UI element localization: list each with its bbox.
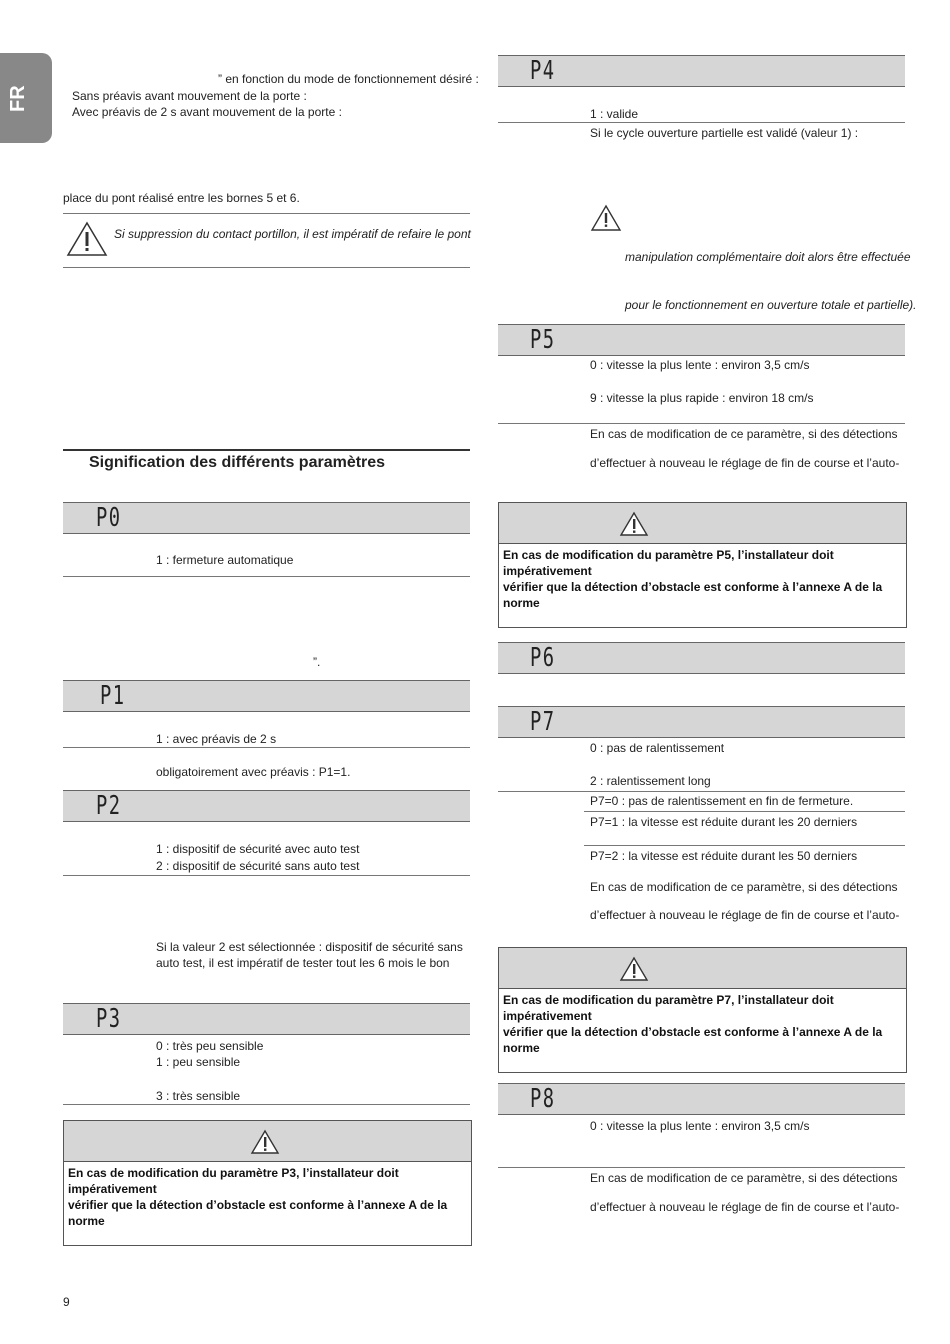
warning-icon: [619, 956, 649, 982]
p7-line-2: 2 : ralentissement long: [590, 774, 711, 788]
p7-line-4: P7=1 : la vitesse est réduite durant les 20 derniers: [590, 815, 858, 829]
divider: [63, 747, 470, 748]
warning-line-1: En cas de modification du paramètre P7, l’installateur doit impérativement: [503, 993, 834, 1023]
bridge-text: place du pont réalisé entre les bornes 5 et 6.: [63, 191, 300, 205]
warning-icon: [250, 1129, 280, 1155]
warning-box-p3: [63, 1120, 472, 1246]
warning-box-header: [499, 503, 906, 544]
divider: [63, 213, 470, 214]
p4-line-1: 1 : valide: [590, 107, 639, 121]
divider: [584, 845, 905, 846]
p7-line-1: 0 : pas de ralentissement: [590, 741, 725, 755]
warning-line-2: vérifier que la détection d’obstacle est conforme à l’annexe A de la norme: [503, 580, 883, 610]
param-code-p3: P3: [96, 1004, 122, 1034]
intro-line-2: Sans préavis avant mouvement de la porte :: [72, 89, 307, 103]
p5-line-2: 9 : vitesse la plus rapide : environ 18 cm/s: [590, 391, 814, 405]
section-title: Signification des différents paramètres: [89, 454, 386, 471]
param-band-p2: [63, 790, 470, 822]
p1-line-2: obligatoirement avec préavis : P1=1.: [156, 765, 351, 779]
p2-line-1: 1 : dispositif de sécurité avec auto test: [156, 842, 360, 856]
p3-line-2: 1 : peu sensible: [156, 1055, 241, 1069]
p1-line-1: 1 : avec préavis de 2 s: [156, 732, 277, 746]
warning-icon: [619, 511, 649, 537]
warning-box-p7: [498, 947, 907, 1073]
warning-portillon-text: Si suppression du contact portillon, il est impératif de refaire le pont: [114, 227, 471, 241]
param-code-p8: P8: [530, 1084, 556, 1114]
divider: [498, 423, 905, 424]
param-band-p6: [498, 642, 905, 674]
p2-line-2: 2 : dispositif de sécurité sans auto test: [156, 859, 360, 873]
p8-line-1: 0 : vitesse la plus lente : environ 3,5 cm/s: [590, 1119, 810, 1133]
p3-line-3: 3 : très sensible: [156, 1089, 241, 1103]
page-number: 9: [63, 1295, 70, 1309]
warning-line-1: En cas de modification du paramètre P3, l’installateur doit impérativement: [68, 1166, 399, 1196]
p2-note-2: auto test, il est impératif de tester tout les 6 mois le bon: [156, 956, 450, 970]
param-band-p7: [498, 706, 905, 738]
p4-line-2: Si le cycle ouverture partielle est validé (valeur 1) :: [590, 126, 859, 140]
param-code-p7: P7: [530, 707, 556, 737]
intro-line-1: ” en fonction du mode de fonctionnement désiré :: [218, 72, 479, 86]
p8-line-2: En cas de modification de ce paramètre, si des détections: [590, 1171, 898, 1185]
divider: [498, 122, 905, 123]
section-rule: [63, 449, 470, 451]
p5-line-1: 0 : vitesse la plus lente : environ 3,5 cm/s: [590, 358, 810, 372]
param-band-p8: [498, 1083, 905, 1115]
param-code-p2: P2: [96, 791, 122, 821]
divider: [63, 1104, 470, 1105]
warning-box-p5: [498, 502, 907, 628]
p5-line-3: En cas de modification de ce paramètre, si des détections: [590, 427, 898, 441]
param-code-p6: P6: [530, 643, 556, 673]
warning-text: [503, 992, 902, 1056]
param-code-p5: P5: [530, 325, 556, 355]
p7-line-7: d’effectuer à nouveau le réglage de fin de course et l’auto-: [590, 908, 900, 922]
divider: [63, 267, 470, 268]
p0-quote: ”.: [313, 655, 321, 669]
p0-line-1: 1 : fermeture automatique: [156, 553, 294, 567]
intro-line-3: Avec préavis de 2 s avant mouvement de la porte :: [72, 105, 342, 119]
warning-icon: [66, 221, 108, 257]
warning-icon: [590, 204, 622, 232]
warning-line-2: vérifier que la détection d’obstacle est conforme à l’annexe A de la norme: [68, 1198, 448, 1228]
warning-line-1: En cas de modification du paramètre P5, l’installateur doit impérativement: [503, 548, 834, 578]
p8-line-3: d’effectuer à nouveau le réglage de fin de course et l’auto-: [590, 1200, 900, 1214]
p7-line-6: En cas de modification de ce paramètre, si des détections: [590, 880, 898, 894]
p2-note-1: Si la valeur 2 est sélectionnée : dispositif de sécurité sans: [156, 940, 463, 954]
param-code-p0: P0: [96, 503, 122, 533]
p7-line-3: P7=0 : pas de ralentissement en fin de fermeture.: [590, 794, 854, 808]
p4-note-1: manipulation complémentaire doit alors être effectuée: [625, 250, 911, 264]
divider: [498, 1167, 905, 1168]
warning-text: [503, 547, 902, 611]
param-code-p1: P1: [100, 681, 126, 711]
warning-line-2: vérifier que la détection d’obstacle est conforme à l’annexe A de la norme: [503, 1025, 883, 1055]
param-band-p3: [63, 1003, 470, 1035]
param-band-p4: [498, 55, 905, 87]
divider: [498, 791, 905, 792]
warning-text: [68, 1165, 467, 1229]
p4-note-2: pour le fonctionnement en ouverture totale et partielle).: [625, 298, 917, 312]
divider: [63, 875, 470, 876]
p7-line-5: P7=2 : la vitesse est réduite durant les 50 derniers: [590, 849, 858, 863]
warning-box-header: [499, 948, 906, 989]
p3-line-1: 0 : très peu sensible: [156, 1039, 264, 1053]
divider: [584, 811, 905, 812]
param-band-p0: [63, 502, 470, 534]
param-band-p5: [498, 324, 905, 356]
language-tab-label: FR: [7, 85, 29, 112]
param-code-p4: P4: [530, 56, 556, 86]
divider: [63, 576, 470, 577]
p5-line-4: d’effectuer à nouveau le réglage de fin de course et l’auto-: [590, 456, 900, 470]
